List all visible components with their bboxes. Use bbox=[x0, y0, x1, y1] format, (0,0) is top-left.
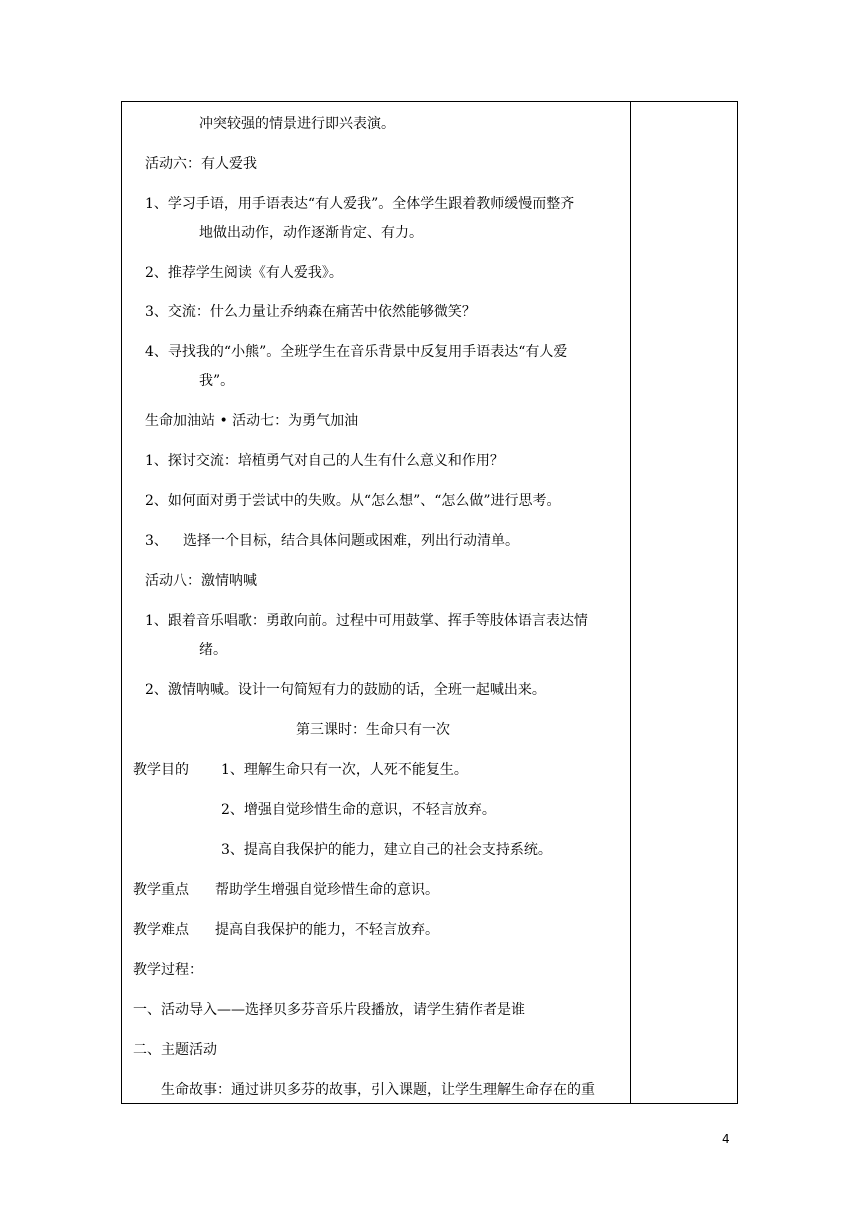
activity-heading: 生命加油站 • 活动七：为勇气加油 bbox=[145, 413, 359, 429]
section-title: 第三课时：生命只有一次 bbox=[296, 722, 450, 738]
text-line: 我”。 bbox=[199, 373, 235, 389]
activity-heading: 活动八：激情呐喊 bbox=[145, 573, 257, 589]
field-label: 教学目的 bbox=[133, 762, 189, 778]
text-line: 冲突较强的情景进行即兴表演。 bbox=[199, 116, 395, 132]
text-line: 生命故事：通过讲贝多芬的故事，引入课题，让学生理解生命存在的重 bbox=[161, 1082, 595, 1098]
text-line: 选择一个目标，结合具体问题或困难，列出行动清单。 bbox=[183, 533, 519, 549]
page-number: 4 bbox=[722, 1132, 730, 1146]
field-label: 教学难点 bbox=[133, 922, 189, 938]
text-line: 二、主题活动 bbox=[133, 1042, 217, 1058]
text-line: 2、激情呐喊。设计一句简短有力的鼓励的话，全班一起喊出来。 bbox=[145, 682, 546, 698]
table-column-divider bbox=[630, 101, 631, 1104]
activity-heading: 活动六：有人爱我 bbox=[145, 156, 257, 172]
lesson-table-frame bbox=[121, 101, 738, 1104]
text-line: 一、活动导入——选择贝多芬音乐片段播放，请学生猜作者是谁 bbox=[133, 1002, 525, 1018]
field-label: 教学过程： bbox=[133, 962, 203, 978]
objective-item: 1、理解生命只有一次，人死不能复生。 bbox=[221, 762, 468, 778]
text-line: 地做出动作，动作逐渐肯定、有力。 bbox=[199, 225, 423, 241]
text-line: 1、跟着音乐唱歌：勇敢向前。过程中可用鼓掌、挥手等肢体语言表达情 bbox=[145, 613, 588, 629]
text-line: 4、寻找我的“小熊”。全班学生在音乐背景中反复用手语表达“有人爱 bbox=[145, 344, 568, 360]
field-value: 提高自我保护的能力，不轻言放弃。 bbox=[215, 922, 439, 938]
field-value: 帮助学生增强自觉珍惜生命的意识。 bbox=[215, 882, 439, 898]
text-line: 3、交流：什么力量让乔纳森在痛苦中依然能够微笑？ bbox=[145, 304, 476, 320]
objective-item: 3、提高自我保护的能力，建立自己的社会支持系统。 bbox=[221, 842, 552, 858]
field-label: 教学重点 bbox=[133, 882, 189, 898]
text-line-number: 3、 bbox=[145, 533, 168, 549]
text-line: 1、学习手语，用手语表达“有人爱我”。全体学生跟着教师缓慢而整齐 bbox=[145, 196, 575, 212]
text-line: 1、探讨交流：培植勇气对自己的人生有什么意义和作用？ bbox=[145, 453, 504, 469]
text-line: 2、如何面对勇于尝试中的失败。从“怎么想”、“怎么做”进行思考。 bbox=[145, 493, 561, 509]
text-line: 绪。 bbox=[199, 642, 227, 658]
text-line: 2、推荐学生阅读《有人爱我》。 bbox=[145, 265, 343, 281]
objective-item: 2、增强自觉珍惜生命的意识，不轻言放弃。 bbox=[221, 802, 496, 818]
